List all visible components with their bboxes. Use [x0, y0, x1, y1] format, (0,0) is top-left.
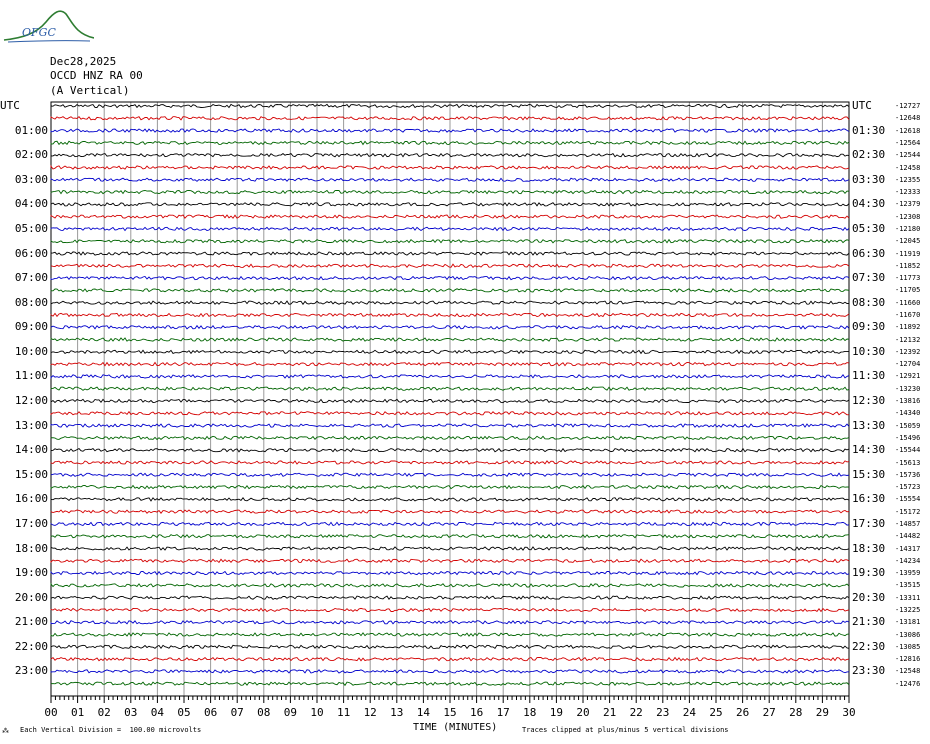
x-tick-label: 27	[762, 706, 776, 719]
trace-count-label: -12727	[895, 102, 921, 110]
chart-date: Dec28,2025	[50, 55, 117, 68]
half-hour-label-right: 21:30	[852, 615, 886, 629]
hour-label-left: 05:00	[14, 221, 48, 235]
hour-label-left: 19:00	[14, 566, 48, 580]
trace-count-label: -15544	[895, 446, 921, 455]
x-tick-label: 12	[363, 706, 377, 719]
trace-count-label: -11892	[895, 323, 921, 332]
x-tick-label: 08	[257, 706, 271, 719]
x-tick-label: 13	[390, 706, 404, 719]
half-hour-label-right: 06:30	[852, 246, 886, 260]
trace-count-label: -12618	[895, 126, 921, 135]
x-tick-label: 03	[124, 706, 138, 719]
hour-label-left: 17:00	[14, 516, 48, 530]
half-hour-label-right: 10:30	[852, 344, 886, 358]
hour-label-left: 21:00	[14, 615, 48, 629]
trace-count-label: -13086	[895, 630, 921, 639]
x-tick-label: 01	[70, 706, 85, 719]
trace-count-label: -15613	[895, 458, 921, 467]
trace-count-label: -14857	[895, 519, 921, 528]
x-tick-label: 19	[549, 706, 564, 719]
x-tick-label: 14	[416, 706, 431, 719]
half-hour-label-right: 01:30	[852, 123, 886, 137]
hour-label-left: 14:00	[14, 443, 48, 457]
x-tick-label: 09	[283, 706, 298, 719]
x-tick-label: 20	[576, 706, 590, 719]
trace-count-label: -14340	[895, 409, 921, 418]
trace-count-label: -14482	[895, 532, 921, 541]
trace-count-label: -12816	[895, 655, 921, 664]
trace-count-label: -14317	[895, 544, 921, 553]
x-tick-label: 02	[97, 706, 111, 719]
half-hour-label-right: 19:30	[852, 566, 886, 580]
trace-count-label: -11670	[895, 311, 921, 319]
x-tick-label: 18	[523, 706, 537, 719]
hour-label-left: 04:00	[14, 197, 48, 211]
trace-count-label: -12045	[895, 237, 921, 246]
half-hour-label-right: 23:30	[852, 664, 886, 678]
hour-label-left: 16:00	[14, 492, 48, 506]
trace-count-label: -12548	[895, 667, 921, 676]
trace-count-label: -12379	[895, 200, 921, 209]
footer-left-note: Each Vertical Division = 100.00 microvolts	[20, 726, 202, 734]
half-hour-label-right: 04:30	[852, 197, 886, 211]
hour-label-left: 01:00	[14, 123, 48, 137]
utc-right-label: UTC	[852, 99, 872, 112]
trace-count-label: -13515	[895, 581, 921, 590]
half-hour-label-right: 18:30	[852, 541, 886, 555]
x-tick-label: 17	[496, 706, 510, 719]
trace-count-label: -11705	[895, 286, 921, 295]
trace-count-label: -12458	[895, 163, 921, 172]
trace-count-label: -13085	[895, 642, 921, 651]
trace-count-label: -12476	[895, 679, 921, 688]
trace-count-label: -12544	[895, 151, 921, 160]
hour-label-left: 06:00	[14, 246, 48, 260]
trace-count-label: -15723	[895, 483, 921, 491]
trace-count-label: -12180	[895, 224, 921, 233]
footer-right-note: Traces clipped at plus/minus 5 vertical divisions	[522, 726, 729, 734]
trace-count-label: -12333	[895, 188, 921, 196]
hour-label-left: 12:00	[14, 394, 48, 407]
x-tick-label: 28	[789, 706, 803, 719]
x-tick-label: 10	[310, 706, 324, 719]
half-hour-label-right: 12:30	[852, 394, 886, 407]
half-hour-label-right: 11:30	[852, 369, 886, 383]
x-tick-label: 16	[469, 706, 484, 719]
x-tick-label: 05	[177, 706, 191, 719]
half-hour-label-right: 16:30	[852, 492, 886, 506]
hour-label-left: 10:00	[14, 344, 48, 358]
x-tick-label: 04	[150, 706, 165, 719]
chart-component: (A Vertical)	[50, 84, 130, 97]
trace-count-label: -13816	[895, 397, 921, 405]
half-hour-label-right: 17:30	[852, 516, 886, 530]
hour-label-left: 08:00	[14, 295, 48, 309]
half-hour-label-right: 14:30	[852, 443, 886, 457]
x-tick-label: 21	[602, 706, 617, 719]
trace-count-label: -13230	[895, 384, 921, 393]
chart-station: OCCD HNZ RA 00	[50, 69, 143, 82]
trace-count-label: -13311	[895, 593, 921, 602]
trace-count-label: -15172	[895, 507, 921, 516]
trace-count-label: -13959	[895, 569, 921, 578]
x-tick-label: 00	[44, 706, 58, 719]
trace-count-label: -12921	[895, 372, 921, 381]
footer-corner-mark: ⁂	[2, 727, 9, 735]
trace-count-label: -15554	[895, 495, 921, 504]
x-tick-label: 24	[682, 706, 697, 719]
hour-label-left: 23:00	[14, 664, 48, 678]
trace-count-label: -13225	[895, 606, 921, 614]
hour-label-left: 18:00	[14, 541, 48, 555]
hour-label-left: 11:00	[14, 369, 48, 383]
x-tick-label: 22	[629, 706, 643, 719]
x-tick-label: 30	[842, 706, 856, 719]
half-hour-label-right: 09:30	[852, 320, 886, 334]
trace-count-label: -14234	[895, 556, 921, 565]
half-hour-label-right: 22:30	[852, 639, 886, 653]
trace-count-label: -11852	[895, 261, 921, 270]
trace-count-label: -12564	[895, 138, 921, 147]
hour-label-left: 22:00	[14, 639, 48, 653]
x-tick-label: 25	[709, 706, 723, 719]
half-hour-label-right: 13:30	[852, 418, 886, 432]
half-hour-label-right: 03:30	[852, 172, 886, 186]
trace-count-label: -13181	[895, 618, 921, 627]
trace-count-label: -15736	[895, 470, 921, 479]
x-tick-label: 11	[336, 706, 351, 719]
trace-count-label: -12704	[895, 360, 921, 369]
hour-label-left: 15:00	[14, 467, 48, 481]
utc-left-label: UTC	[0, 99, 20, 112]
half-hour-label-right: 15:30	[852, 467, 886, 481]
half-hour-label-right: 02:30	[852, 148, 886, 162]
logo-text: OFGC	[22, 26, 56, 39]
half-hour-label-right: 05:30	[852, 221, 886, 235]
x-axis-title: TIME (MINUTES)	[413, 722, 498, 733]
trace-count-label: -15496	[895, 433, 921, 442]
half-hour-label-right: 07:30	[852, 271, 886, 285]
half-hour-label-right: 20:30	[852, 590, 886, 604]
hour-label-left: 09:00	[14, 320, 48, 334]
trace-count-label: -12392	[895, 347, 921, 356]
hour-label-left: 07:00	[14, 271, 48, 285]
x-tick-label: 15	[443, 706, 457, 719]
x-tick-label: 26	[735, 706, 750, 719]
trace-count-label: -11919	[895, 249, 921, 258]
hour-label-left: 20:00	[14, 590, 48, 604]
trace-count-label: -12648	[895, 114, 921, 123]
trace-count-label: -12308	[895, 212, 921, 221]
trace-count-label: -11660	[895, 298, 921, 307]
trace-count-label: -15059	[895, 421, 921, 430]
half-hour-label-right: 08:30	[852, 295, 886, 309]
trace-count-label: -12132	[895, 335, 921, 344]
hour-label-left: 02:00	[14, 148, 48, 162]
x-tick-label: 29	[815, 706, 830, 719]
x-tick-label: 06	[203, 706, 218, 719]
trace-count-label: -11773	[895, 274, 921, 283]
hour-label-left: 03:00	[14, 172, 48, 186]
x-tick-label: 23	[656, 706, 670, 719]
hour-label-left: 13:00	[14, 418, 48, 432]
trace-count-label: -12355	[895, 175, 921, 184]
x-tick-label: 07	[230, 706, 244, 719]
